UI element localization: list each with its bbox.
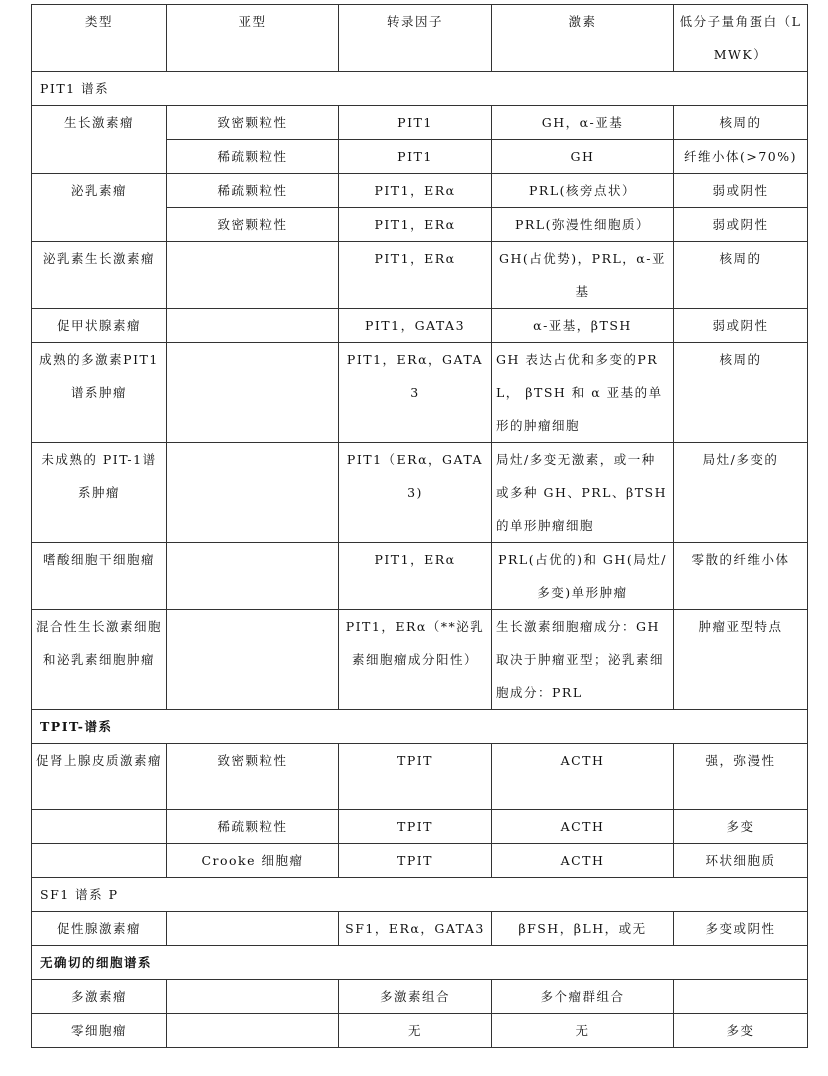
section-row [32, 946, 808, 980]
table-row [32, 242, 808, 309]
cell-type: 生长激素瘤 [32, 106, 167, 174]
cell-hormone: α-亚基，βTSH [492, 309, 674, 343]
cell-lmwk: 弱或阴性 [674, 309, 808, 343]
cell-factor: PIT1，ERα，GATA3 [339, 343, 492, 443]
section-tpit: TPIT-谱系 [32, 710, 808, 744]
cell-subtype: Crooke 细胞瘤 [167, 844, 339, 878]
cell-hormone: PRL(弥漫性细胞质） [492, 208, 674, 242]
cell-subtype [167, 980, 339, 1014]
section-none: 无确切的细胞谱系 [32, 946, 808, 980]
cell-factor: PIT1，ERα（**泌乳素细胞瘤成分阳性） [339, 610, 492, 710]
cell-hormone: GH，α-亚基 [492, 106, 674, 140]
cell-hormone: PRL(占优的)和 GH(局灶/多变)单形肿瘤 [492, 543, 674, 610]
cell-subtype [167, 543, 339, 610]
cell-type: 成熟的多激素PIT1谱系肿瘤 [32, 343, 167, 443]
table-row [32, 443, 808, 543]
pituitary-tumor-table [31, 4, 808, 1048]
cell-subtype [167, 242, 339, 309]
cell-hormone: 无 [492, 1014, 674, 1048]
cell-subtype: 稀疏颗粒性 [167, 810, 339, 844]
cell-factor: PIT1，ERα [339, 242, 492, 309]
table-row [32, 610, 808, 710]
cell-type: 零细胞瘤 [32, 1014, 167, 1048]
cell-lmwk: 零散的纤维小体 [674, 543, 808, 610]
section-row [32, 710, 808, 744]
cell-lmwk: 多变 [674, 1014, 808, 1048]
cell-factor: PIT1 [339, 140, 492, 174]
cell-type: 混合性生长激素细胞和泌乳素细胞肿瘤 [32, 610, 167, 710]
header-hormone: 激素 [492, 5, 674, 72]
cell-hormone: 多个瘤群组合 [492, 980, 674, 1014]
cell-type: 嗜酸细胞干细胞瘤 [32, 543, 167, 610]
cell-subtype: 致密颗粒性 [167, 208, 339, 242]
cell-hormone: 局灶/多变无激素，或一种或多种 GH、PRL、βTSH 的单形肿瘤细胞 [492, 443, 674, 543]
cell-lmwk [674, 980, 808, 1014]
cell-hormone: 生长激素细胞瘤成分：GH 取决于肿瘤亚型；泌乳素细胞成分：PRL [492, 610, 674, 710]
cell-subtype [167, 912, 339, 946]
cell-lmwk: 弱或阴性 [674, 174, 808, 208]
table-row [32, 309, 808, 343]
cell-subtype: 致密颗粒性 [167, 106, 339, 140]
cell-lmwk: 强，弥漫性 [674, 744, 808, 810]
cell-subtype [167, 309, 339, 343]
cell-hormone: GH(占优势)，PRL，α-亚基 [492, 242, 674, 309]
cell-type [32, 844, 167, 878]
table-row [32, 912, 808, 946]
cell-lmwk: 多变 [674, 810, 808, 844]
cell-type: 泌乳素生长激素瘤 [32, 242, 167, 309]
section-row [32, 878, 808, 912]
cell-subtype [167, 1014, 339, 1048]
table-row [32, 174, 808, 208]
cell-lmwk: 环状细胞质 [674, 844, 808, 878]
cell-lmwk: 核周的 [674, 343, 808, 443]
cell-factor: TPIT [339, 810, 492, 844]
cell-factor: SF1，ERα，GATA3 [339, 912, 492, 946]
cell-lmwk: 纤维小体(>70%) [674, 140, 808, 174]
table-row [32, 1014, 808, 1048]
cell-subtype: 致密颗粒性 [167, 744, 339, 810]
section-sf1: SF1 谱系 P [32, 878, 808, 912]
cell-lmwk: 局灶/多变的 [674, 443, 808, 543]
cell-factor: PIT1，ERα [339, 543, 492, 610]
cell-type: 泌乳素瘤 [32, 174, 167, 242]
cell-lmwk: 肿瘤亚型特点 [674, 610, 808, 710]
cell-type [32, 810, 167, 844]
header-type: 类型 [32, 5, 167, 72]
table-row [32, 810, 808, 844]
cell-factor: TPIT [339, 744, 492, 810]
cell-type: 促甲状腺素瘤 [32, 309, 167, 343]
cell-subtype: 稀疏颗粒性 [167, 140, 339, 174]
cell-subtype [167, 443, 339, 543]
cell-factor: PIT1，GATA3 [339, 309, 492, 343]
cell-hormone: ACTH [492, 844, 674, 878]
header-subtype: 亚型 [167, 5, 339, 72]
cell-type: 促肾上腺皮质激素瘤 [32, 744, 167, 810]
cell-hormone: GH 表达占优和多变的PRL， βTSH 和 α 亚基的单形的肿瘤细胞 [492, 343, 674, 443]
cell-factor: 无 [339, 1014, 492, 1048]
cell-lmwk: 核周的 [674, 242, 808, 309]
table-row [32, 543, 808, 610]
header-row [32, 5, 808, 72]
cell-hormone: ACTH [492, 810, 674, 844]
cell-hormone: βFSH，βLH，或无 [492, 912, 674, 946]
cell-hormone: GH [492, 140, 674, 174]
cell-subtype: 稀疏颗粒性 [167, 174, 339, 208]
header-lmwk: 低分子量角蛋白（LMWK） [674, 5, 808, 72]
cell-hormone: PRL(核旁点状） [492, 174, 674, 208]
cell-factor: 多激素组合 [339, 980, 492, 1014]
cell-factor: PIT1 [339, 106, 492, 140]
table-row [32, 980, 808, 1014]
header-transcription-factor: 转录因子 [339, 5, 492, 72]
cell-lmwk: 弱或阴性 [674, 208, 808, 242]
cell-hormone: ACTH [492, 744, 674, 810]
table-row [32, 744, 808, 810]
cell-factor: PIT1，ERα [339, 208, 492, 242]
table-row [32, 106, 808, 140]
cell-lmwk: 多变或阴性 [674, 912, 808, 946]
table-row [32, 343, 808, 443]
cell-lmwk: 核周的 [674, 106, 808, 140]
section-row [32, 72, 808, 106]
cell-factor: PIT1，ERα [339, 174, 492, 208]
cell-subtype [167, 610, 339, 710]
table-row [32, 844, 808, 878]
cell-factor: TPIT [339, 844, 492, 878]
cell-type: 多激素瘤 [32, 980, 167, 1014]
section-pit1: PIT1 谱系 [32, 72, 808, 106]
cell-type: 促性腺激素瘤 [32, 912, 167, 946]
cell-subtype [167, 343, 339, 443]
cell-factor: PIT1（ERα，GATA3) [339, 443, 492, 543]
cell-type: 未成熟的 PIT-1谱系肿瘤 [32, 443, 167, 543]
